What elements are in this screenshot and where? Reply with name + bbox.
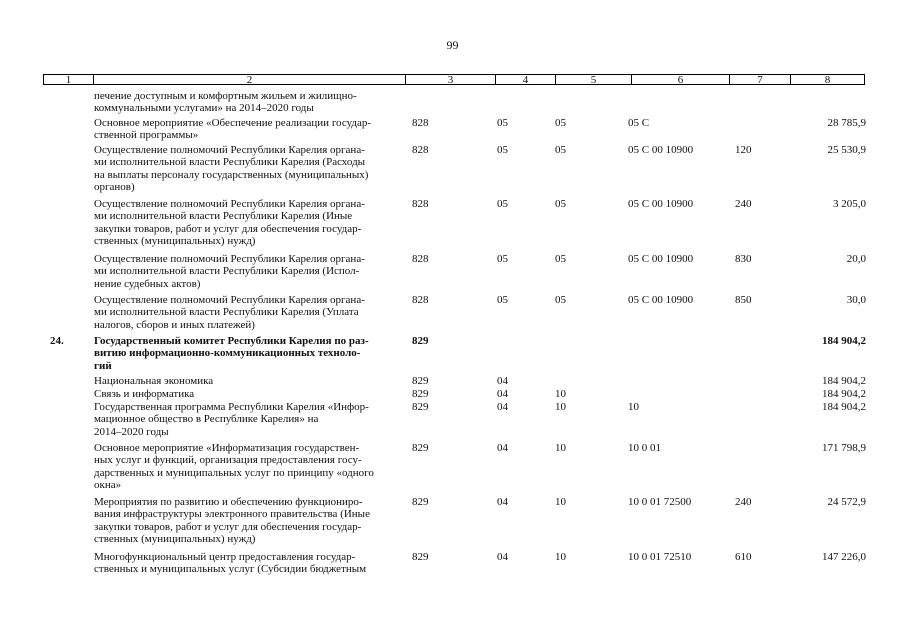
row-name: Основное мероприятие «Информатизация государствен- ных услуг и функций, организация предоставления госу- дарственных и муниципальных услуг по принципу «одного окна» <box>94 442 374 491</box>
row-amount: 171 798,9 <box>822 442 866 454</box>
row-target-article: 05 С 00 10900 <box>628 294 694 306</box>
row-target-article: 10 0 01 72500 <box>628 496 692 508</box>
row-name: Государственная программа Республики Карелия «Инфор- мационное общество в Республике Карелия» на 2014–2020 годы <box>94 401 369 438</box>
row-admin-code: 829 <box>412 551 429 563</box>
row-subsection: 10 <box>555 496 566 508</box>
row-name: Связь и информатика <box>94 388 195 400</box>
row-expense-type: 240 <box>735 496 752 508</box>
row-amount: 24 572,9 <box>827 496 866 508</box>
header-col-3: 3 <box>405 74 495 85</box>
row-section: 04 <box>497 496 508 508</box>
row-section: 04 <box>497 388 508 400</box>
row-target-article: 10 <box>628 401 639 413</box>
row-expense-type: 610 <box>735 551 752 563</box>
row-subsection: 10 <box>555 442 566 454</box>
row-admin-code: 828 <box>412 253 429 265</box>
row-name: Государственный комитет Республики Карелия по раз- витию информационно-коммуникационных техноло- гий <box>94 335 369 372</box>
header-col-7: 7 <box>729 74 790 85</box>
row-subsection: 05 <box>555 253 566 265</box>
row-name: Многофункциональный центр предоставления государ- ственных и муниципальных услуг (Субсидии бюджетным <box>94 551 367 576</box>
row-subsection: 10 <box>555 388 566 400</box>
row-target-article: 05 С 00 10900 <box>628 144 694 156</box>
row-amount: 147 226,0 <box>822 551 866 563</box>
row-admin-code: 829 <box>412 375 429 387</box>
row-section: 05 <box>497 198 508 210</box>
row-target-article: 10 0 01 <box>628 442 661 454</box>
row-admin-code: 829 <box>412 335 429 347</box>
row-admin-code: 828 <box>412 144 429 156</box>
row-amount: 25 530,9 <box>827 144 866 156</box>
row-subsection: 05 <box>555 294 566 306</box>
row-section: 05 <box>497 117 508 129</box>
row-section: 05 <box>497 253 508 265</box>
row-admin-code: 829 <box>412 401 429 413</box>
row-subsection: 05 <box>555 144 566 156</box>
row-expense-type: 830 <box>735 253 752 265</box>
row-name: Осуществление полномочий Республики Карелия органа- ми исполнительной власти Республики Карелия (Испол- нение судебных актов) <box>94 253 365 290</box>
row-name: печение доступным и комфортным жильем и жилищно- коммунальными услугами» на 2014–2020 годы <box>94 90 357 115</box>
header-col-8: 8 <box>790 74 865 85</box>
header-col-4: 4 <box>495 74 555 85</box>
row-admin-code: 829 <box>412 388 429 400</box>
row-name: Основное мероприятие «Обеспечение реализации государ- ственной программы» <box>94 117 372 142</box>
row-amount: 184 904,2 <box>822 388 866 400</box>
row-section: 05 <box>497 144 508 156</box>
header-col-6: 6 <box>631 74 729 85</box>
row-expense-type: 850 <box>735 294 752 306</box>
row-name: Осуществление полномочий Республики Карелия органа- ми исполнительной власти Республики Карелия (Уплата налогов, сборов и иных платежей) <box>94 294 365 331</box>
row-name: Осуществление полномочий Республики Карелия органа- ми исполнительной власти Республики Карелия (Расходы на выплаты персоналу государственных (муниципальных) органов) <box>94 144 369 193</box>
row-amount: 30,0 <box>846 294 866 306</box>
row-admin-code: 828 <box>412 198 429 210</box>
row-section: 04 <box>497 551 508 563</box>
row-name: Осуществление полномочий Республики Карелия органа- ми исполнительной власти Республики Карелия (Иные закупки товаров, работ и услуг для обеспечения государ- ственных (муниципальных) нужд) <box>94 198 365 247</box>
header-col-1: 1 <box>43 74 93 85</box>
row-section: 04 <box>497 375 508 387</box>
row-name: Национальная экономика <box>94 375 214 387</box>
row-subsection: 10 <box>555 401 566 413</box>
row-target-article: 10 0 01 72510 <box>628 551 692 563</box>
row-amount: 28 785,9 <box>827 117 866 129</box>
header-col-2: 2 <box>93 74 405 85</box>
row-section: 04 <box>497 401 508 413</box>
row-target-article: 05 С 00 10900 <box>628 198 694 210</box>
row-expense-type: 120 <box>735 144 752 156</box>
row-subsection: 05 <box>555 117 566 129</box>
page-number: 99 <box>446 38 459 52</box>
row-target-article: 05 С 00 10900 <box>628 253 694 265</box>
row-amount: 3 205,0 <box>833 198 866 210</box>
header-col-5: 5 <box>555 74 631 85</box>
row-admin-code: 829 <box>412 442 429 454</box>
row-admin-code: 828 <box>412 294 429 306</box>
table-header <box>43 74 865 86</box>
row-expense-type: 240 <box>735 198 752 210</box>
row-section: 05 <box>497 294 508 306</box>
row-number: 24. <box>50 335 64 347</box>
row-admin-code: 829 <box>412 496 429 508</box>
row-amount: 184 904,2 <box>822 375 866 387</box>
row-amount: 184 904,2 <box>822 401 866 413</box>
row-subsection: 05 <box>555 198 566 210</box>
row-target-article: 05 С <box>628 117 650 129</box>
row-subsection: 10 <box>555 551 566 563</box>
row-admin-code: 828 <box>412 117 429 129</box>
row-name: Мероприятия по развитию и обеспечению функциониро- вания инфраструктуры электронного правительства (Иные закупки товаров, работ и услуг для обеспечения государ- ственных (муниципальных) нужд) <box>94 496 370 545</box>
row-section: 04 <box>497 442 508 454</box>
row-amount: 20,0 <box>846 253 866 265</box>
row-amount: 184 904,2 <box>822 335 866 347</box>
